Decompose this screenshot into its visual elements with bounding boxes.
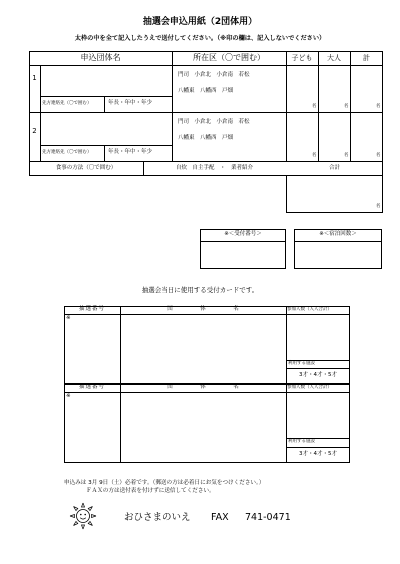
- header-total: 計: [363, 54, 370, 62]
- deadline-note-2: ＦＡＸの方は送付表を付けずに送信してください。: [86, 488, 215, 494]
- unit-sum: 名: [376, 204, 381, 209]
- lottery-number-label-1: 抽選番号: [78, 306, 105, 312]
- header-location: 所在区（〇で囲む）: [193, 53, 265, 62]
- sun-icon: [68, 502, 98, 530]
- district-options-1b[interactable]: 八幡東 八幡西 戸畑: [178, 88, 234, 94]
- group-name-label-1: 団 体 名: [167, 306, 239, 312]
- facility-name: おひさまのいえ: [124, 512, 191, 523]
- unit-children-2: 名: [312, 153, 317, 158]
- unit-adults-2: 名: [344, 153, 349, 158]
- district-options-2b[interactable]: 八幡東 八幡西 戸畑: [178, 135, 234, 141]
- contact-options-1[interactable]: 年長・年中・年少: [108, 100, 153, 106]
- page-title: 抽選会申込用紙（2団体用）: [142, 17, 258, 27]
- row-number-1: 1: [32, 74, 37, 82]
- fax-label: FAX: [211, 512, 229, 523]
- header-adults: 大人: [327, 54, 341, 62]
- instruction-text: 太枠の中を全て記入したうえで送付してください。（※印の欄は、記入しないでください）: [74, 35, 326, 42]
- unit-children-1: 名: [312, 104, 317, 109]
- fax-number: 741-0471: [245, 512, 291, 523]
- application-form: [29, 51, 383, 176]
- attendance-label-2: 参加人数（人人合計）: [287, 385, 332, 390]
- unit-total-2: 名: [376, 153, 381, 158]
- usage-label-2: 利用する施設: [288, 439, 315, 444]
- sum-box[interactable]: [286, 176, 383, 213]
- age-options-2[interactable]: 3才・4才・5才: [299, 451, 337, 457]
- usage-label-1: 利用する施設: [288, 361, 315, 366]
- deadline-note-1: 申込みは 3月 9日（土）必着です。（郵送の方は必着日にお気をつけください。）: [64, 480, 265, 486]
- unit-total-1: 名: [376, 104, 381, 109]
- sum-label: 合計: [328, 165, 340, 171]
- group-name-label-2: 団 体 名: [167, 384, 239, 390]
- contact-label-2: 先方連絡先（〇で囲む）: [42, 150, 92, 155]
- meal-options[interactable]: 自炊 自主手配 ・ 業者紹介: [175, 165, 253, 171]
- age-options-1[interactable]: 3才・4才・5才: [299, 372, 337, 378]
- row-number-2: 2: [32, 127, 37, 135]
- header-group-name: 申込団体名: [80, 53, 121, 62]
- unit-adults-1: 名: [344, 104, 349, 109]
- header-children: 子ども: [291, 54, 313, 62]
- reception-number-label: ※＜受付番号＞: [224, 231, 262, 237]
- district-options-1a[interactable]: 門司 小倉北 小倉南 若松: [178, 72, 250, 78]
- office-mark-1: ※: [66, 315, 71, 321]
- office-mark-2: ※: [66, 393, 71, 399]
- stay-count-label: ※＜宿泊回数＞: [319, 231, 357, 237]
- lottery-number-label-2: 抽選番号: [78, 384, 105, 390]
- contact-label-1: 先方連絡先（〇で囲む）: [42, 101, 92, 106]
- meal-label: 食事の方法（〇で囲む）: [55, 165, 117, 171]
- contact-options-2[interactable]: 年長・年中・年少: [108, 149, 153, 155]
- attendance-label-1: 参加人数（人人合計）: [287, 307, 332, 312]
- card-section-heading: 抽選会当日に使用する受付カードです。: [141, 286, 259, 294]
- district-options-2a[interactable]: 門司 小倉北 小倉南 若松: [178, 119, 250, 125]
